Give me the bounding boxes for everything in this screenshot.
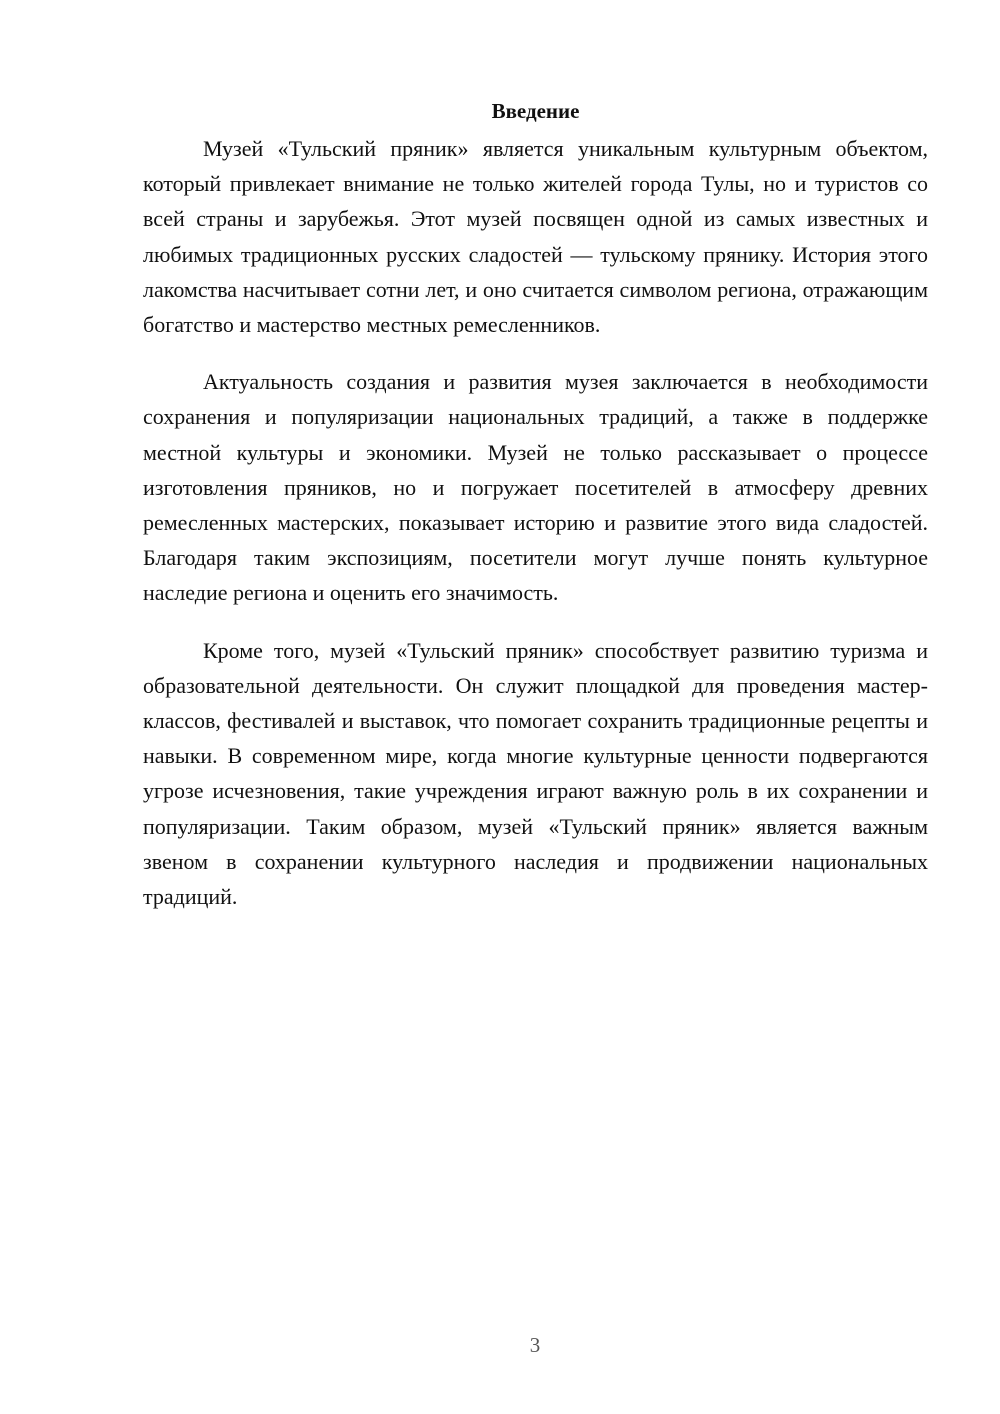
- page-number: 3: [529, 1333, 541, 1357]
- paragraph-conclusion: Кроме того, музей «Тульский пряник» способствует развитию туризма и образовательной деятельности. Он служит площадкой для проведения мастер-классов, фестивалей и выставок, что помогает сохранить традиционные рецепты и навыки. В современном мире, когда многие культурные ценности подвергаются угрозе исчезновения, такие учреждения играют важную роль в их сохранении и популяризации. Таким образом, музей «Тульский пряник» является важным звеном в сохранении культурного наследия и продвижении национальных традиций.: [143, 637, 928, 910]
- page-content: [143, 96, 928, 936]
- paragraph-intro: Музей «Тульский пряник» является уникальным культурным объектом, который привлекает внимание не только жителей города Тулы, но и туристов со всей страны и зарубежья. Этот музей посвящен одной из самых известных и любимых традиционных русских сладостей — тульскому прянику. История этого лакомства насчитывает сотни лет, и оно считается символом региона, отражающим богатство и мастерство местных ремесленников.: [143, 136, 928, 338]
- section-heading: Введение: [491, 99, 580, 123]
- paragraph-relevance: Актуальность создания и развития музея заключается в необходимости сохранения и популяризации национальных традиций, а также в поддержке местной культуры и экономики. Музей не только рассказывает о процессе изготовления пряников, но и погружает посетителей в атмосферу древних ремесленных мастерских, показывает историю и развитие этого вида сладостей. Благодаря таким экспозициям, посетители могут лучше понять культурное наследие региона и оценить его значимость.: [143, 369, 928, 606]
